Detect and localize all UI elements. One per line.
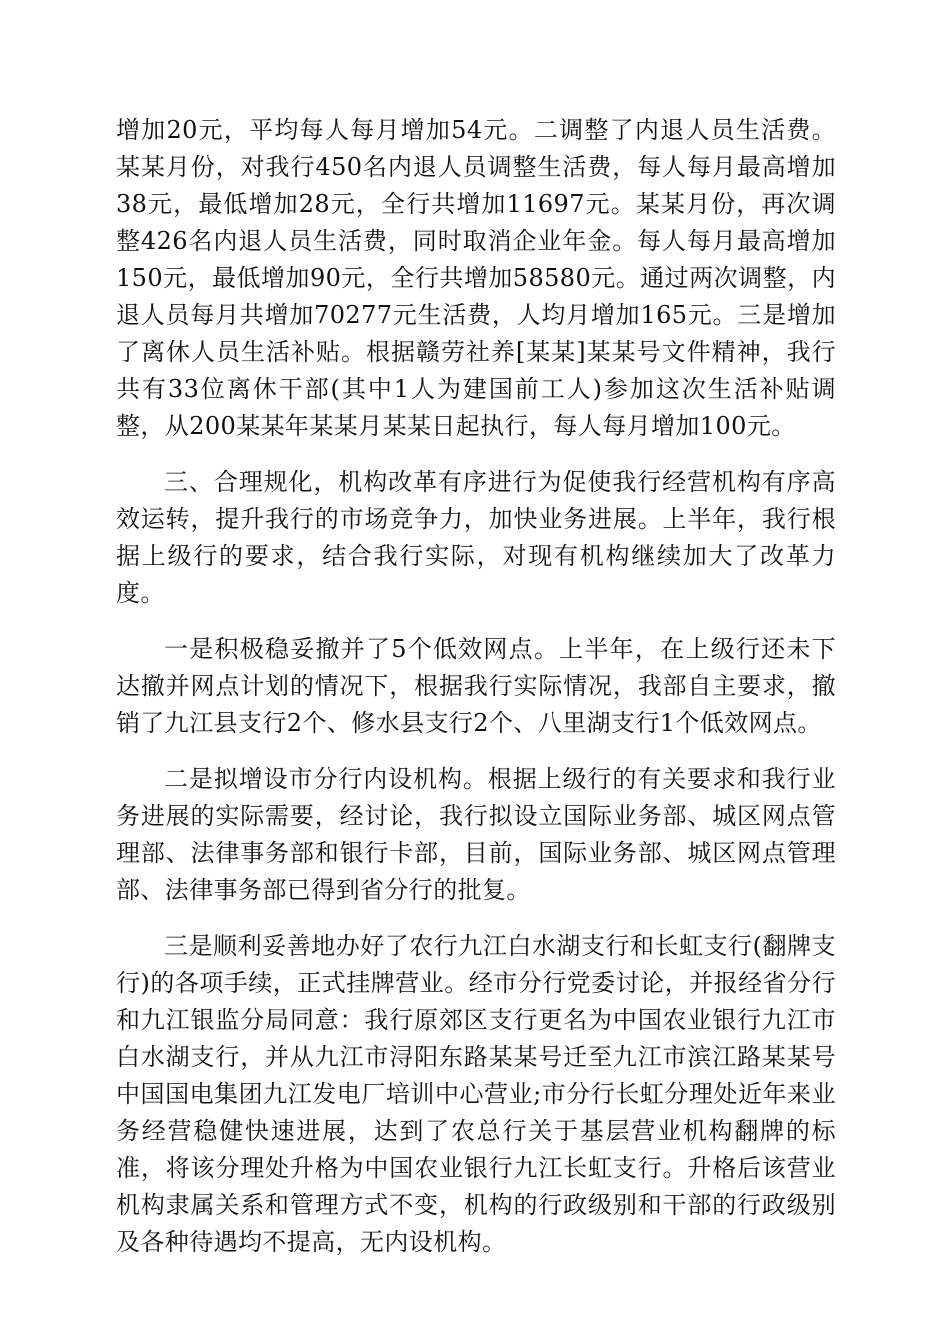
paragraph-1: 增加20元，平均每人每月增加54元。二调整了内退人员生活费。某某月份，对我行450名内退人员调整生活费，每人每月最高增加38元，最低增加28元，全行共增加11697元。某某月份，再次调整426名内退人员生活费，同时取消企业年金。每人每月最高增加150元，最低增加90元，全行共增加58580元。通过两次调整，内退人员每月共增加70277元生活费，人均月增加165元。三是增加了离休人员生活补贴。根据赣劳社养[某某]某某号文件精神，我行共有33位离休干部(其中1人为建国前工人)参加这次生活补贴调整，从200某某年某某月某某日起执行，每人每月增加100元。: [116, 116, 836, 440]
paragraph-5: 三是顺利妥善地办好了农行九江白水湖支行和长虹支行(翻牌支行)的各项手续，正式挂牌营业。经市分行党委讨论，并报经省分行和九江银监分局同意：我行原郊区支行更名为中国农业银行九江市白水湖支行，并从九江市浔阳东路某某号迁至九江市滨江路某某号中国国电集团九江发电厂培训中心营业;市分行长虹分理处近年来业务经营稳健快速进展，达到了农总行关于基层营业机构翻牌的标准，将该分理处升格为中国农业银行九江长虹支行。升格后该营业机构隶属关系和管理方式不变，机构的行政级别和干部的行政级别及各种待遇均不提高，无内设机构。: [116, 932, 836, 1256]
document-body: [116, 112, 836, 1261]
paragraph-3: 一是积极稳妥撤并了5个低效网点。上半年，在上级行还未下达撤并网点计划的情况下，根据我行实际情况，我部自主要求，撤销了九江县支行2个、修水县支行2个、八里湖支行1个低效网点。: [116, 635, 836, 737]
paragraph-2: 三、合理规化，机构改革有序进行为促使我行经营机构有序高效运转，提升我行的市场竞争力，加快业务进展。上半年，我行根据上级行的要求，结合我行实际，对现有机构继续加大了改革力度。: [116, 468, 836, 607]
paragraph-4: 二是拟增设市分行内设机构。根据上级行的有关要求和我行业务进展的实际需要，经讨论，我行拟设立国际业务部、城区网点管理部、法律事务部和银行卡部，目前，国际业务部、城区网点管理部、法律事务部已得到省分行的批复。: [116, 765, 836, 904]
